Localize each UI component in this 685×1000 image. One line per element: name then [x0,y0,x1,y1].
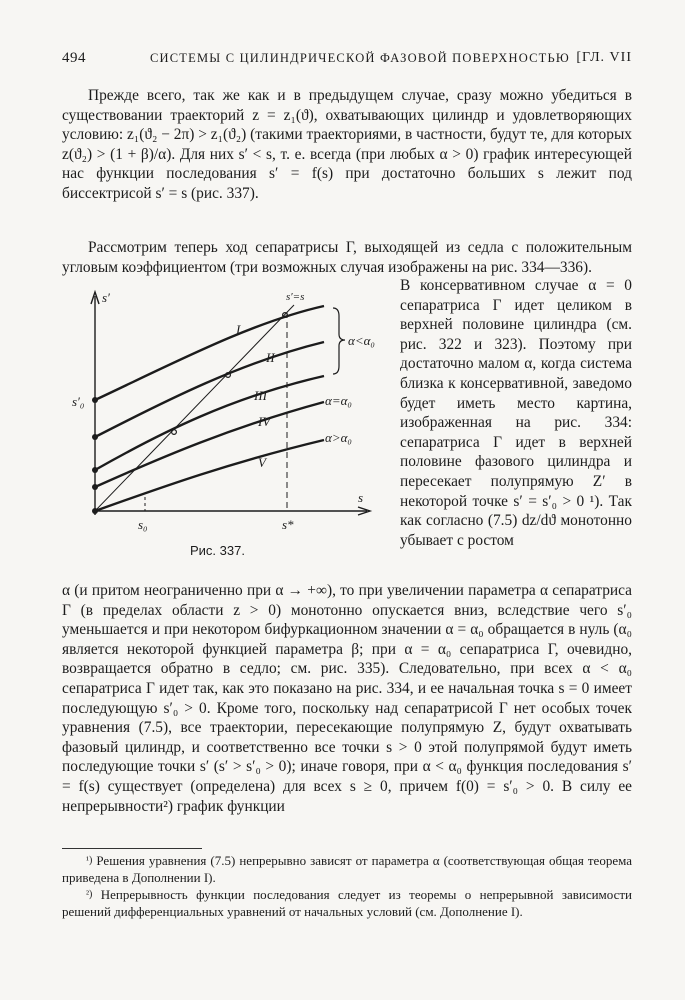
curve-II-label: II [266,350,275,365]
curve-II [95,342,324,437]
curve-IV-label: IV [258,414,271,429]
footnote-1-mark: ¹) [86,855,93,866]
point-curve-II-start [92,434,98,440]
running-title: СИСТЕМЫ С ЦИЛИНДРИЧЕСКОЙ ФАЗОВОЙ ПОВЕРХНОСТЬЮ [150,51,570,65]
alpha-group-brace [333,308,345,374]
footnote-rule [62,848,202,849]
alpha-greater-label: α>α₀ [325,430,352,445]
point-s0-prime [92,397,98,403]
curve-III [95,376,324,470]
bisector-line [95,305,294,511]
y-axis-label: s′ [102,290,110,305]
paragraph-2-side: В консервативном случае α = 0 сепаратриса Γ идет целиком в верхней половине цилиндра (см. рис. 322 и 323). Поэтому при достаточно малом α, когда система близка к консервативной, заведомо будет иметь место картина, изображенная на рис. 334: сепаратриса Γ идет в верхней половине фазового цилиндра и пересекает полупрямую Z′ в некоторой точке s′ = s′₀ > 0 ¹). Так как согласно (7.5) dz/dϑ монотонно убывает с ростом [400,277,632,549]
curve-I-label: I [236,322,241,337]
x-axis-label: s [358,490,364,505]
footnote-2-text: Непрерывность функции последования следует из теоремы о непрерывной зависимости решений дифференциальных уравнений от начальных условий (см. Дополнение I). [62,887,633,919]
footnote-1-text: Решения уравнения (7.5) непрерывно зависят от параметра α (соответствующая общая теорема приведена в Дополнении I). [62,853,633,885]
curve-IV [95,402,324,487]
point-curve-III-start [92,467,98,473]
alpha-equal-label: α=α₀ [325,393,352,408]
curve-III-label: III [254,388,267,403]
figure-caption: Рис. 337. [190,543,245,558]
figure-337 [62,282,392,572]
s0-label: s₀ [138,517,148,532]
chapter-label: [ГЛ. VII [576,50,632,65]
paragraph-2-intro: Рассмотрим теперь ход сепаратрисы Γ, выходящей из седла с положительным угловым коэффициентом (три возможных случая изображены на рис. 334—336). [62,239,632,276]
paragraph-3: α (и притом неограниченно при α → +∞), то при увеличении параметра α сепаратриса Γ (в пределах области z > 0) монотонно опускается вниз, вследствие чего s′₀ уменьшается и при некотором бифуркационном значении α = α₀ обращается в нуль (α₀ является некоторой функцией параметра β; при α = α₀ сепаратриса Γ, очевидно, возвращается обратно в седло; см. рис. 335). Следовательно, при всех α < α₀ сепаратриса Γ идет так, как это показано на рис. 334, и ее начальная точка s = 0 имеет последующую s′₀ > 0. Кроме того, поскольку над сепаратрисой Γ нет особых точек уравнения (7.5), все траектории, пересекающие полупрямую Z, будут охватывать фазовый цилиндр, и соответственно все точки s > 0 этой полупрямой будут иметь последующие точки s′ (s′ > s′₀ > 0); иначе говоря, при α < α₀ функция последования s′ = f(s) существует (определена) для всех s ≥ 0, причем f(0) = s′₀ > 0. В силу ее непрерывности²) график функции [62,582,632,815]
s-star-label: s* [282,517,294,532]
footnote-1 [62,853,632,886]
curve-V-label: V [258,455,266,470]
page-number: 494 [62,50,86,66]
point-curve-IV-start [92,484,98,490]
point-origin [92,508,98,514]
footnote-2-mark: ²) [86,889,93,900]
intersection-marker-3 [172,430,177,435]
alpha-less-label: α<α₀ [348,333,375,348]
diagonal-label: s′=s [286,291,305,303]
running-header [62,50,632,70]
s0-prime-label: s′₀ [72,394,85,409]
figure-337-plot [62,282,392,542]
footnote-2 [62,887,632,920]
paragraph-1: Прежде всего, так же как и в предыдущем случае, сразу можно убедиться в существовании траекторий z = z₁(ϑ), охватывающих цилиндр и удовлетворяющих условию: z₁(ϑ₂ − 2π) > z₁(ϑ₂) (такими траекториями, в частности, будут те, для которых z(ϑ₂) > (1 + β)/α). Для них s′ < s, т. е. всегда (при любых α > 0) график интересующей нас функции последования s′ = f(s) при достаточно больших s лежит под биссектрисой s′ = s (рис. 337). [62,87,632,202]
